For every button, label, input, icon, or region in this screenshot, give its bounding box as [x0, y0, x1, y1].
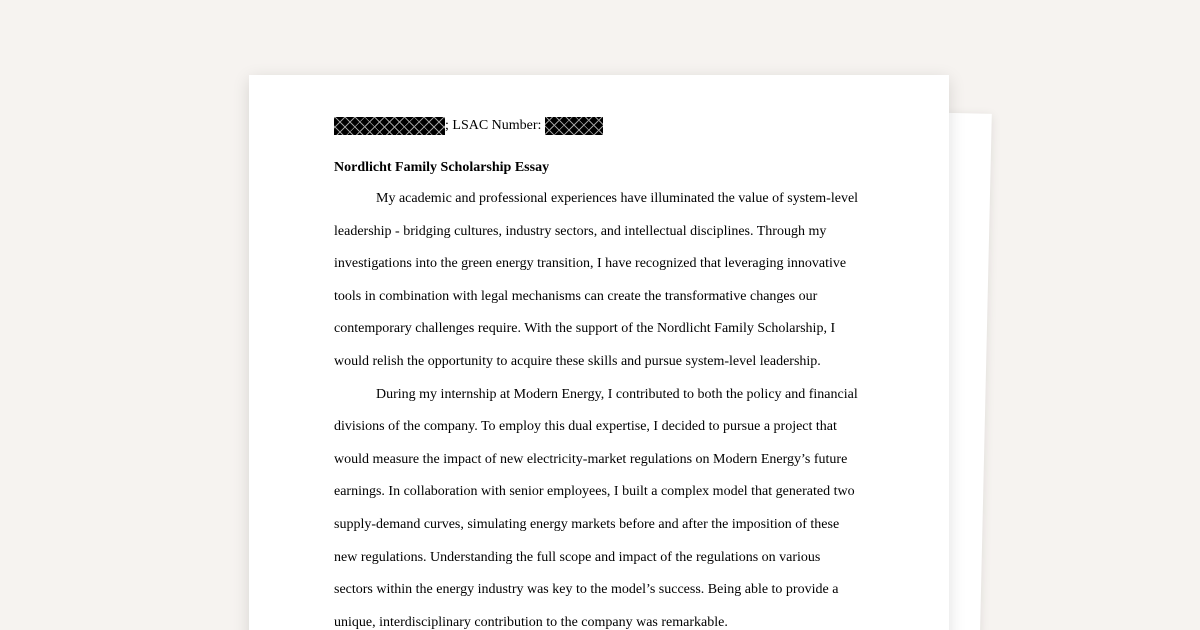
redacted-name-block — [334, 117, 445, 135]
paragraph-line: My academic and professional experiences have illuminated the value of system-level — [376, 191, 859, 206]
paragraph-line: leadership - bridging cultures, industry sectors, and intellectual disciplines. Through my — [334, 223, 827, 239]
redacted-lsac-number-block — [545, 117, 603, 135]
paragraph-line: sectors within the energy industry was key to the model’s success. Being able to provide a — [334, 582, 839, 598]
front-page-sheet — [249, 75, 949, 630]
applicant-header — [334, 117, 879, 135]
paragraph-line: divisions of the company. To employ this dual expertise, I decided to pursue a project that — [334, 419, 837, 435]
paragraph-line: would measure the impact of new electricity-market regulations on Modern Energy’s future — [334, 451, 848, 467]
paragraph-line: investigations into the green energy transition, I have recognized that leveraging innovative — [334, 256, 847, 272]
paragraph-line: unique, interdisciplinary contribution to the company was remarkable. — [334, 614, 728, 630]
essay-content — [334, 117, 879, 630]
lsac-number-label: ; LSAC Number: — [445, 118, 542, 133]
paragraph-line: tools in combination with legal mechanisms can create the transformative changes our — [334, 288, 818, 304]
paragraph-line: would relish the opportunity to acquire these skills and pursue system-level leadership. — [334, 353, 821, 369]
paragraph-2 — [334, 379, 879, 630]
paragraph-line: During my internship at Modern Energy, I contributed to both the policy and financial — [376, 386, 858, 402]
paragraph-line: supply-demand curves, simulating energy markets before and after the imposition of these — [334, 516, 840, 532]
paragraph-1 — [334, 183, 879, 379]
paragraph-line: contemporary challenges require. With the support of the Nordlicht Family Scholarship, I — [334, 321, 836, 337]
paragraph-line: earnings. In collaboration with senior employees, I built a complex model that generated two — [334, 484, 855, 500]
paragraph-line: new regulations. Understanding the full scope and impact of the regulations on various — [334, 549, 821, 565]
essay-title: Nordlicht Family Scholarship Essay — [334, 160, 550, 175]
